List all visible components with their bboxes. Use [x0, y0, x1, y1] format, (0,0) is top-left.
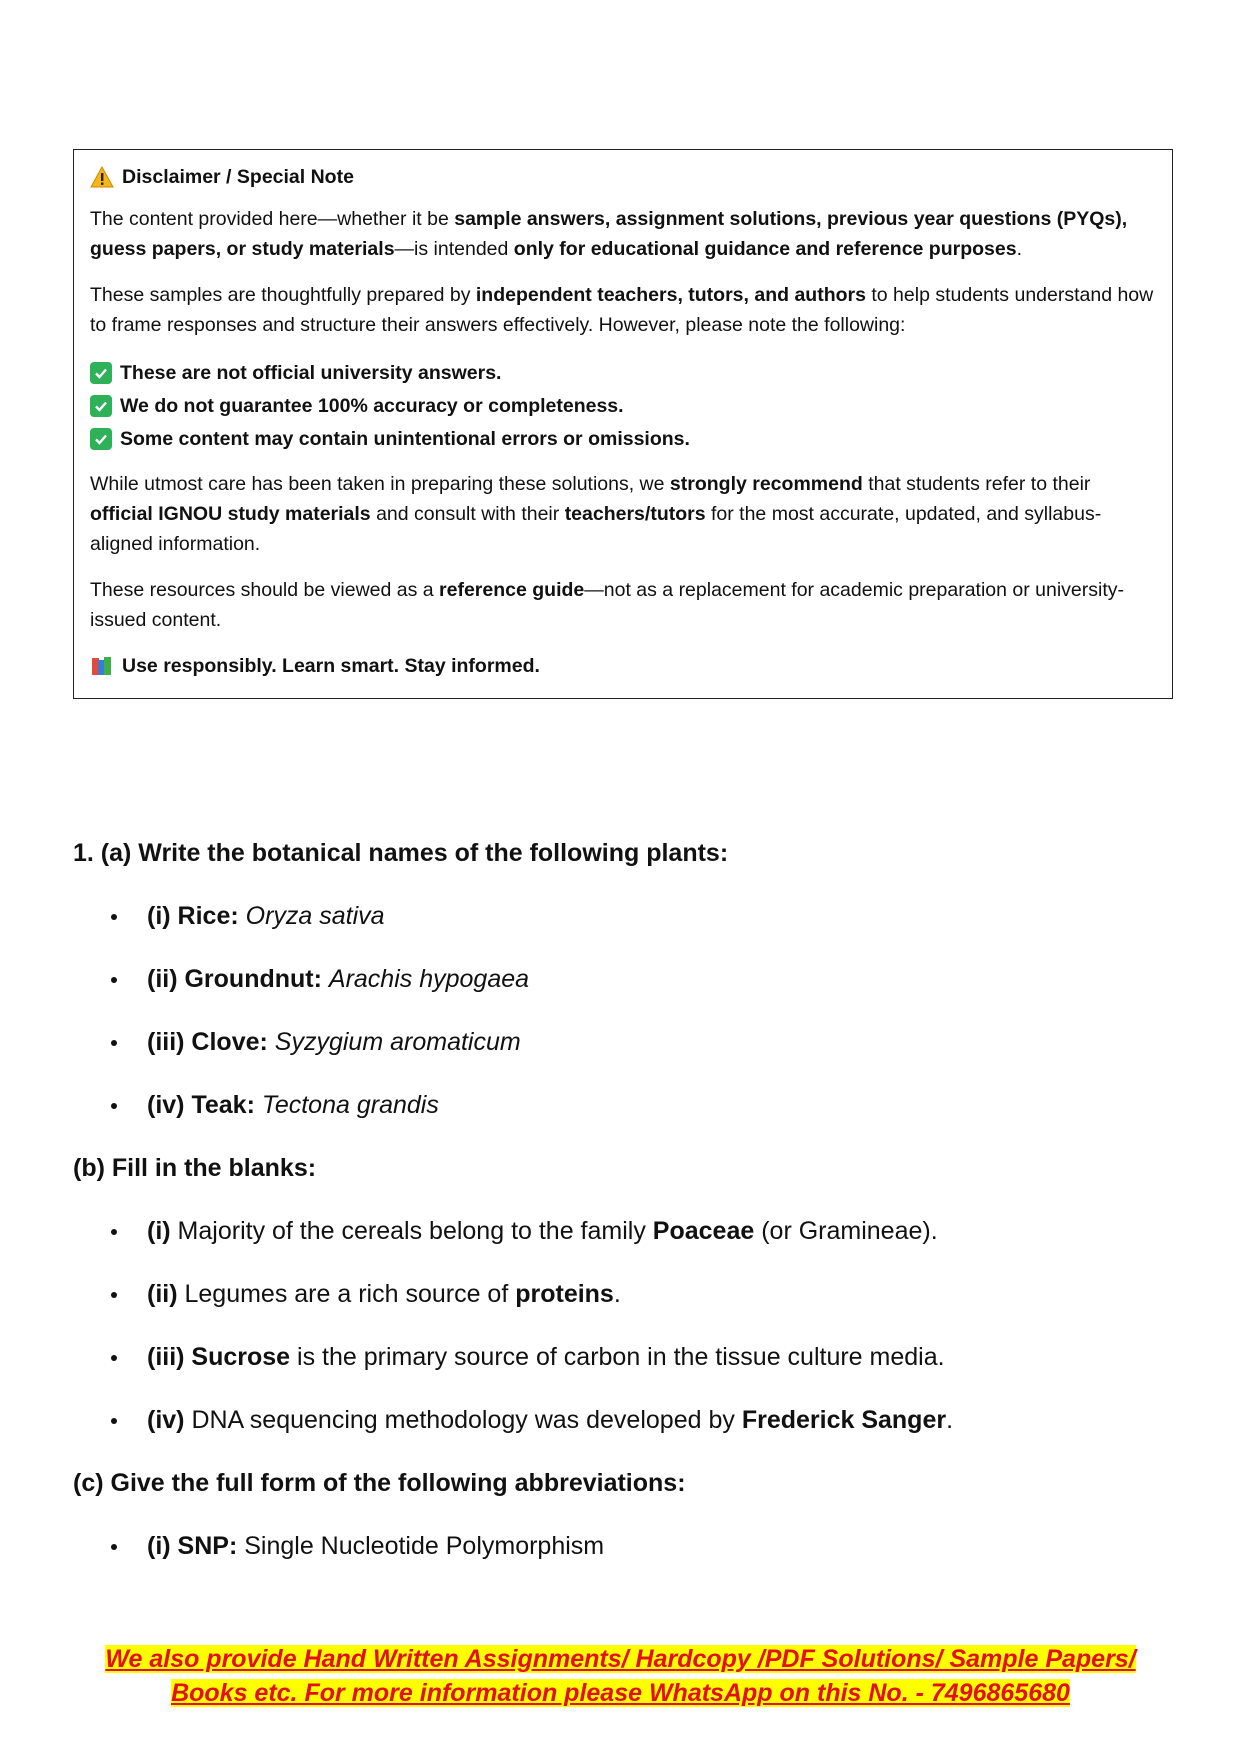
check-item: [90, 422, 1156, 455]
check-item-text: We do not guarantee 100% accuracy or completeness.: [120, 394, 624, 417]
warning-icon: [90, 166, 114, 188]
item-label: (iv) Teak:: [147, 1091, 255, 1119]
list-item: [73, 1389, 1173, 1452]
item-text: Legumes are a rich source of: [177, 1280, 516, 1308]
botanical-names-list: [73, 885, 1173, 1137]
bold-run: sample answers, assignment solutions, previous year questions (PYQs), guess papers, or study materials: [90, 208, 1128, 260]
item-label: (i) SNP:: [147, 1532, 238, 1560]
check-item: [90, 389, 1156, 422]
item-label: (ii) Groundnut:: [147, 965, 322, 993]
bold-run: official IGNOU study materials: [90, 503, 371, 525]
fill-blanks-list: [73, 1200, 1173, 1452]
abbreviations-list: [73, 1515, 1173, 1578]
text-run: .: [1016, 238, 1023, 260]
item-label: (iii) Clove:: [147, 1028, 268, 1056]
item-value: Single Nucleotide Polymorphism: [237, 1532, 605, 1560]
check-icon: [90, 362, 112, 384]
item-label: (iii) Sucrose: [147, 1343, 291, 1371]
disclaimer-paragraph-3: [90, 469, 1156, 559]
footer-line-2: Books etc. For more information please WhatsApp on this No. - 7496865680: [171, 1679, 1070, 1707]
question-content: [73, 822, 1173, 1578]
closing-line: [90, 651, 1156, 681]
text-run: to help students understand how to frame responses and structure their answers effectively. However, please note the following:: [90, 284, 1154, 336]
text-run: for the most accurate, updated, and syllabus-aligned information.: [90, 503, 1102, 555]
list-item: [73, 885, 1173, 948]
check-item-text: These are not official university answers.: [120, 361, 502, 384]
text-run: These samples are thoughtfully prepared by: [90, 284, 476, 306]
item-text: is the primary source of carbon in the tissue culture media.: [290, 1343, 945, 1371]
item-label: (i): [147, 1217, 171, 1245]
item-value: Syzygium aromaticum: [274, 1028, 521, 1056]
list-item: [73, 1263, 1173, 1326]
item-label: (ii): [147, 1280, 178, 1308]
text-run: and consult with their: [370, 503, 565, 525]
check-item-text: Some content may contain unintentional errors or omissions.: [120, 427, 690, 450]
item-answer: Frederick Sanger: [741, 1406, 947, 1434]
item-label: (iv): [147, 1406, 185, 1434]
bold-run: only for educational guidance and reference purposes: [513, 238, 1017, 260]
disclaimer-title: [90, 162, 1156, 192]
check-list: [90, 356, 1156, 455]
list-item: [73, 1515, 1173, 1578]
item-label: (i) Rice:: [147, 902, 239, 930]
item-text: .: [613, 1280, 621, 1308]
check-icon: [90, 428, 112, 450]
item-value: Oryza sativa: [245, 902, 385, 930]
disclaimer-paragraph-2: [90, 280, 1156, 340]
item-text: DNA sequencing methodology was developed by: [184, 1406, 742, 1434]
text-run: that students refer to their: [862, 473, 1091, 495]
check-icon: [90, 395, 112, 417]
bold-run: independent teachers, tutors, and authors: [475, 284, 866, 306]
text-run: These resources should be viewed as a: [90, 579, 440, 601]
text-run: —is intended: [394, 238, 514, 260]
footer-promo: [0, 1642, 1241, 1710]
disclaimer-paragraph-1: [90, 204, 1156, 264]
item-value: Arachis hypogaea: [328, 965, 530, 993]
question-heading-1b: (b) Fill in the blanks:: [73, 1154, 317, 1182]
item-value: Tectona grandis: [261, 1091, 439, 1119]
text-run: The content provided here—whether it be: [90, 208, 455, 230]
item-answer: proteins: [515, 1280, 614, 1308]
question-heading-1a: 1. (a) Write the botanical names of the following plants:: [73, 839, 729, 867]
list-item: [73, 1074, 1173, 1137]
item-text: .: [946, 1406, 954, 1434]
disclaimer-paragraph-4: [90, 575, 1156, 635]
list-item: [73, 1326, 1173, 1389]
bold-run: reference guide: [439, 579, 585, 601]
check-item: [90, 356, 1156, 389]
books-icon: [90, 655, 114, 677]
item-text: (or Gramineae).: [754, 1217, 938, 1245]
closing-text: Use responsibly. Learn smart. Stay informed.: [122, 655, 540, 677]
bold-run: teachers/tutors: [564, 503, 706, 525]
disclaimer-title-text: Disclaimer / Special Note: [122, 166, 354, 188]
text-run: —not as a replacement for academic preparation or university-issued content.: [90, 579, 1125, 631]
item-text: Majority of the cereals belong to the family: [170, 1217, 653, 1245]
list-item: [73, 1200, 1173, 1263]
footer-line-1: We also provide Hand Written Assignments/ Hardcopy /PDF Solutions/ Sample Papers/: [105, 1645, 1136, 1673]
text-run: While utmost care has been taken in preparing these solutions, we: [90, 473, 670, 495]
list-item: [73, 1011, 1173, 1074]
bold-run: strongly recommend: [669, 473, 863, 495]
disclaimer-box: [73, 149, 1173, 699]
item-answer: Poaceae: [652, 1217, 755, 1245]
question-heading-1c: (c) Give the full form of the following abbreviations:: [73, 1469, 686, 1497]
list-item: [73, 948, 1173, 1011]
